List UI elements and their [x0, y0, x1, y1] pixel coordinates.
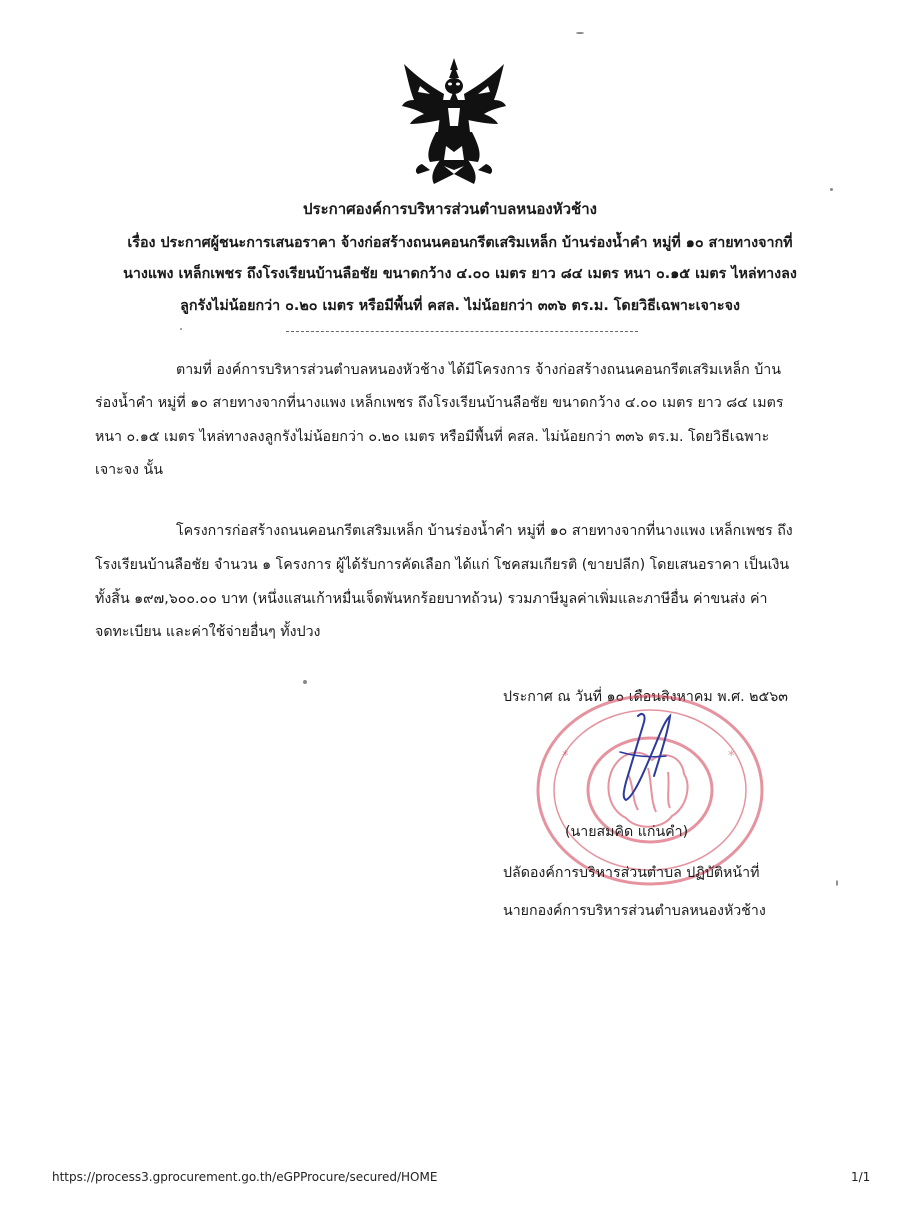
page-number: 1/1 [851, 1170, 871, 1184]
announce-date-line: ประกาศ ณ วันที่ ๑๐ เดือนสิงหาคม พ.ศ. ๒๕๖๓ [503, 689, 788, 705]
subject-line: ลูกรังไม่น้อยกว่า ๐.๒๐ เมตร หรือมีพื้นที่ คสล. ไม่น้อยกว่า ๓๓๖ ตร.ม. โดยวิธีเฉพาะเจาะจง [180, 298, 740, 314]
signer-position-2: นายกองค์การบริหารส่วนตำบลหนองหัวช้าง [503, 903, 766, 919]
paragraph-1-line: หนา ๐.๑๕ เมตร ไหล่ทางลงลูกรังไม่น้อยกว่า ๐.๒๐ เมตร หรือมีพื้นที่ คสล. ไม่น้อยกว่า ๓๓๖ ตร.ม. โดยวิธีเฉพาะ [95, 429, 770, 445]
signer-name: (นายสมคิด แก่นคำ) [565, 824, 689, 840]
scan-speck [180, 328, 182, 330]
subject-line: นางแพง เหล็กเพชร ถึงโรงเรียนบ้านลือชัย ขนาดกว้าง ๔.๐๐ เมตร ยาว ๘๔ เมตร หนา ๐.๑๕ เมตร ไหล่ทางลง [123, 266, 797, 282]
paragraph-1-line: ร่องน้ำคำ หมู่ที่ ๑๐ สายทางจากที่นางแพง เหล็กเพชร ถึงโรงเรียนบ้านลือชัย ขนาดกว้าง ๔.๐๐ เมตร ยาว ๘๔ เมตร [95, 395, 784, 411]
svg-text:*: * [728, 749, 735, 764]
scan-speck [303, 680, 307, 684]
paragraph-2-line: โครงการก่อสร้างถนนคอนกรีตเสริมเหล็ก บ้านร่องน้ำคำ หมู่ที่ ๑๐ สายทางจากที่นางแพง เหล็กเพชร ถึง [176, 523, 793, 539]
paragraph-2-line: จดทะเบียน และค่าใช้จ่ายอื่นๆ ทั้งปวง [95, 624, 321, 640]
scan-speck [576, 32, 584, 34]
subject-line: เรื่อง ประกาศผู้ชนะการเสนอราคา จ้างก่อสร้างถนนคอนกรีตเสริมเหล็ก บ้านร่องน้ำคำ หมู่ที่ ๑๐ สายทางจากที่ [127, 235, 793, 251]
paragraph-2-line: โรงเรียนบ้านลือชัย จำนวน ๑ โครงการ ผู้ได้รับการคัดเลือก ได้แก่ โชคสมเกียรติ (ขายปลีก) โดยเสนอราคา เป็นเงิน [95, 557, 790, 573]
scan-speck [836, 880, 838, 886]
scan-speck [830, 188, 833, 191]
dashed-separator [286, 331, 638, 332]
svg-text:*: * [562, 749, 569, 764]
garuda-emblem-icon [400, 56, 508, 186]
handwritten-signature [604, 712, 694, 812]
paragraph-2-line: ทั้งสิ้น ๑๙๗,๖๐๐.๐๐ บาท (หนึ่งแสนเก้าหมื่นเจ็ดพันหกร้อยบาทถ้วน) รวมภาษีมูลค่าเพิ่มและภาษีอื่น ค่าขนส่ง ค่า [95, 591, 768, 607]
org-announcement-title: ประกาศองค์การบริหารส่วนตำบลหนองหัวช้าง [303, 200, 597, 218]
footer-url: https://process3.gprocurement.go.th/eGPProcure/secured/HOME [52, 1170, 438, 1184]
paragraph-1-line: เจาะจง นั้น [95, 462, 163, 478]
paragraph-1-line: ตามที่ องค์การบริหารส่วนตำบลหนองหัวช้าง ได้มีโครงการ จ้างก่อสร้างถนนคอนกรีตเสริมเหล็ก บ้าน [176, 362, 781, 378]
signer-position-1: ปลัดองค์การบริหารส่วนตำบล ปฏิบัติหน้าที่ [503, 865, 760, 881]
